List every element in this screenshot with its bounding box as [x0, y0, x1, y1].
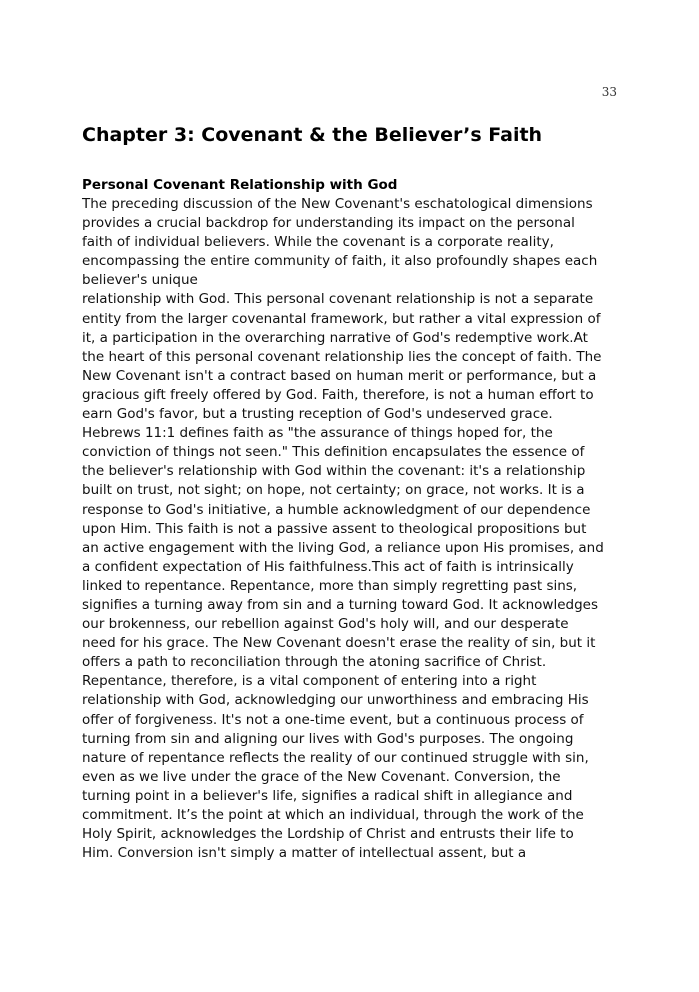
body-text-line: offer of forgiveness. It's not a one-time event, but a continuous process of — [82, 711, 584, 728]
body-text-line: relationship with God, acknowledging our unworthiness and embracing His — [82, 692, 589, 709]
chapter-title: Chapter 3: Covenant & the Believer’s Faith — [82, 124, 543, 146]
body-text-line: Him. Conversion isn't simply a matter of intellectual assent, but a — [82, 845, 527, 862]
section-covenant-relationship — [82, 176, 622, 863]
body-text — [82, 195, 622, 863]
body-text-line: our brokenness, our rebellion against God's holy will, and our desperate — [82, 616, 569, 633]
body-text-line: earn God's favor, but a trusting reception of God's undeserved grace. — [82, 406, 553, 423]
body-text-line: turning point in a believer's life, signifies a radical shift in allegiance and — [82, 787, 573, 804]
body-text-line: built on trust, not sight; on hope, not certainty; on grace, not works. It is a — [82, 482, 585, 499]
body-text-line: linked to repentance. Repentance, more than simply regretting past sins, — [82, 577, 578, 594]
body-text-line: nature of repentance reflects the reality of our continued struggle with sin, — [82, 749, 589, 766]
body-text-line: commitment. It’s the point at which an individual, through the work of the — [82, 807, 584, 823]
body-text-line: a confident expectation of His faithfulness.This act of faith is intrinsically — [82, 558, 574, 575]
body-text-line: conviction of things not seen." This definition encapsulates the essence of — [82, 444, 585, 461]
body-text-line: encompassing the entire community of faith, it also profoundly shapes each — [82, 253, 598, 270]
body-text-line: the heart of this personal covenant relationship lies the concept of faith. The — [82, 348, 602, 365]
body-text-line: New Covenant isn't a contract based on human merit or performance, but a — [82, 367, 597, 384]
body-text-line: need for his grace. The New Covenant doesn't erase the reality of sin, but it — [82, 635, 596, 652]
body-text-line: turning from sin and aligning our lives with God's purposes. The ongoing — [82, 730, 574, 747]
body-text-line: even as we live under the grace of the New Covenant. Conversion, the — [82, 768, 561, 785]
body-text-line: offers a path to reconciliation through the atoning sacrifice of Christ. — [82, 654, 547, 671]
body-text-line: believer's unique — [82, 272, 198, 289]
body-text-line: the believer's relationship with God within the covenant: it's a relationship — [82, 463, 586, 480]
section-heading: Personal Covenant Relationship with God — [82, 177, 398, 193]
body-text-line: it, a participation in the overarching narrative of God's redemptive work.At — [82, 329, 588, 346]
body-text-line: faith of individual believers. While the covenant is a corporate reality, — [82, 234, 554, 251]
body-text-line: entity from the larger covenantal framework, but rather a vital expression of — [82, 310, 601, 327]
body-text-line: gracious gift freely offered by God. Faith, therefore, is not a human effort to — [82, 386, 594, 403]
body-text-line: response to God's initiative, a humble acknowledgment of our dependence — [82, 501, 591, 518]
body-text-line: Hebrews 11:1 defines faith as "the assurance of things hoped for, the — [82, 425, 553, 442]
page-number: 33 — [601, 85, 617, 99]
body-text-line: relationship with God. This personal covenant relationship is not a separate — [82, 291, 594, 308]
body-text-line: The preceding discussion of the New Covenant's eschatological dimensions — [82, 196, 593, 212]
body-text-line: upon Him. This faith is not a passive assent to theological propositions but — [82, 520, 587, 537]
body-text-line: Holy Spirit, acknowledges the Lordship of Christ and entrusts their life to — [82, 826, 574, 843]
body-text-line: Repentance, therefore, is a vital component of entering into a right — [82, 673, 537, 690]
body-text-line: an active engagement with the living God, a reliance upon His promises, and — [82, 539, 604, 556]
body-text-line: provides a crucial backdrop for understanding its impact on the personal — [82, 215, 575, 232]
body-text-line: signifies a turning away from sin and a turning toward God. It acknowledges — [82, 596, 598, 613]
